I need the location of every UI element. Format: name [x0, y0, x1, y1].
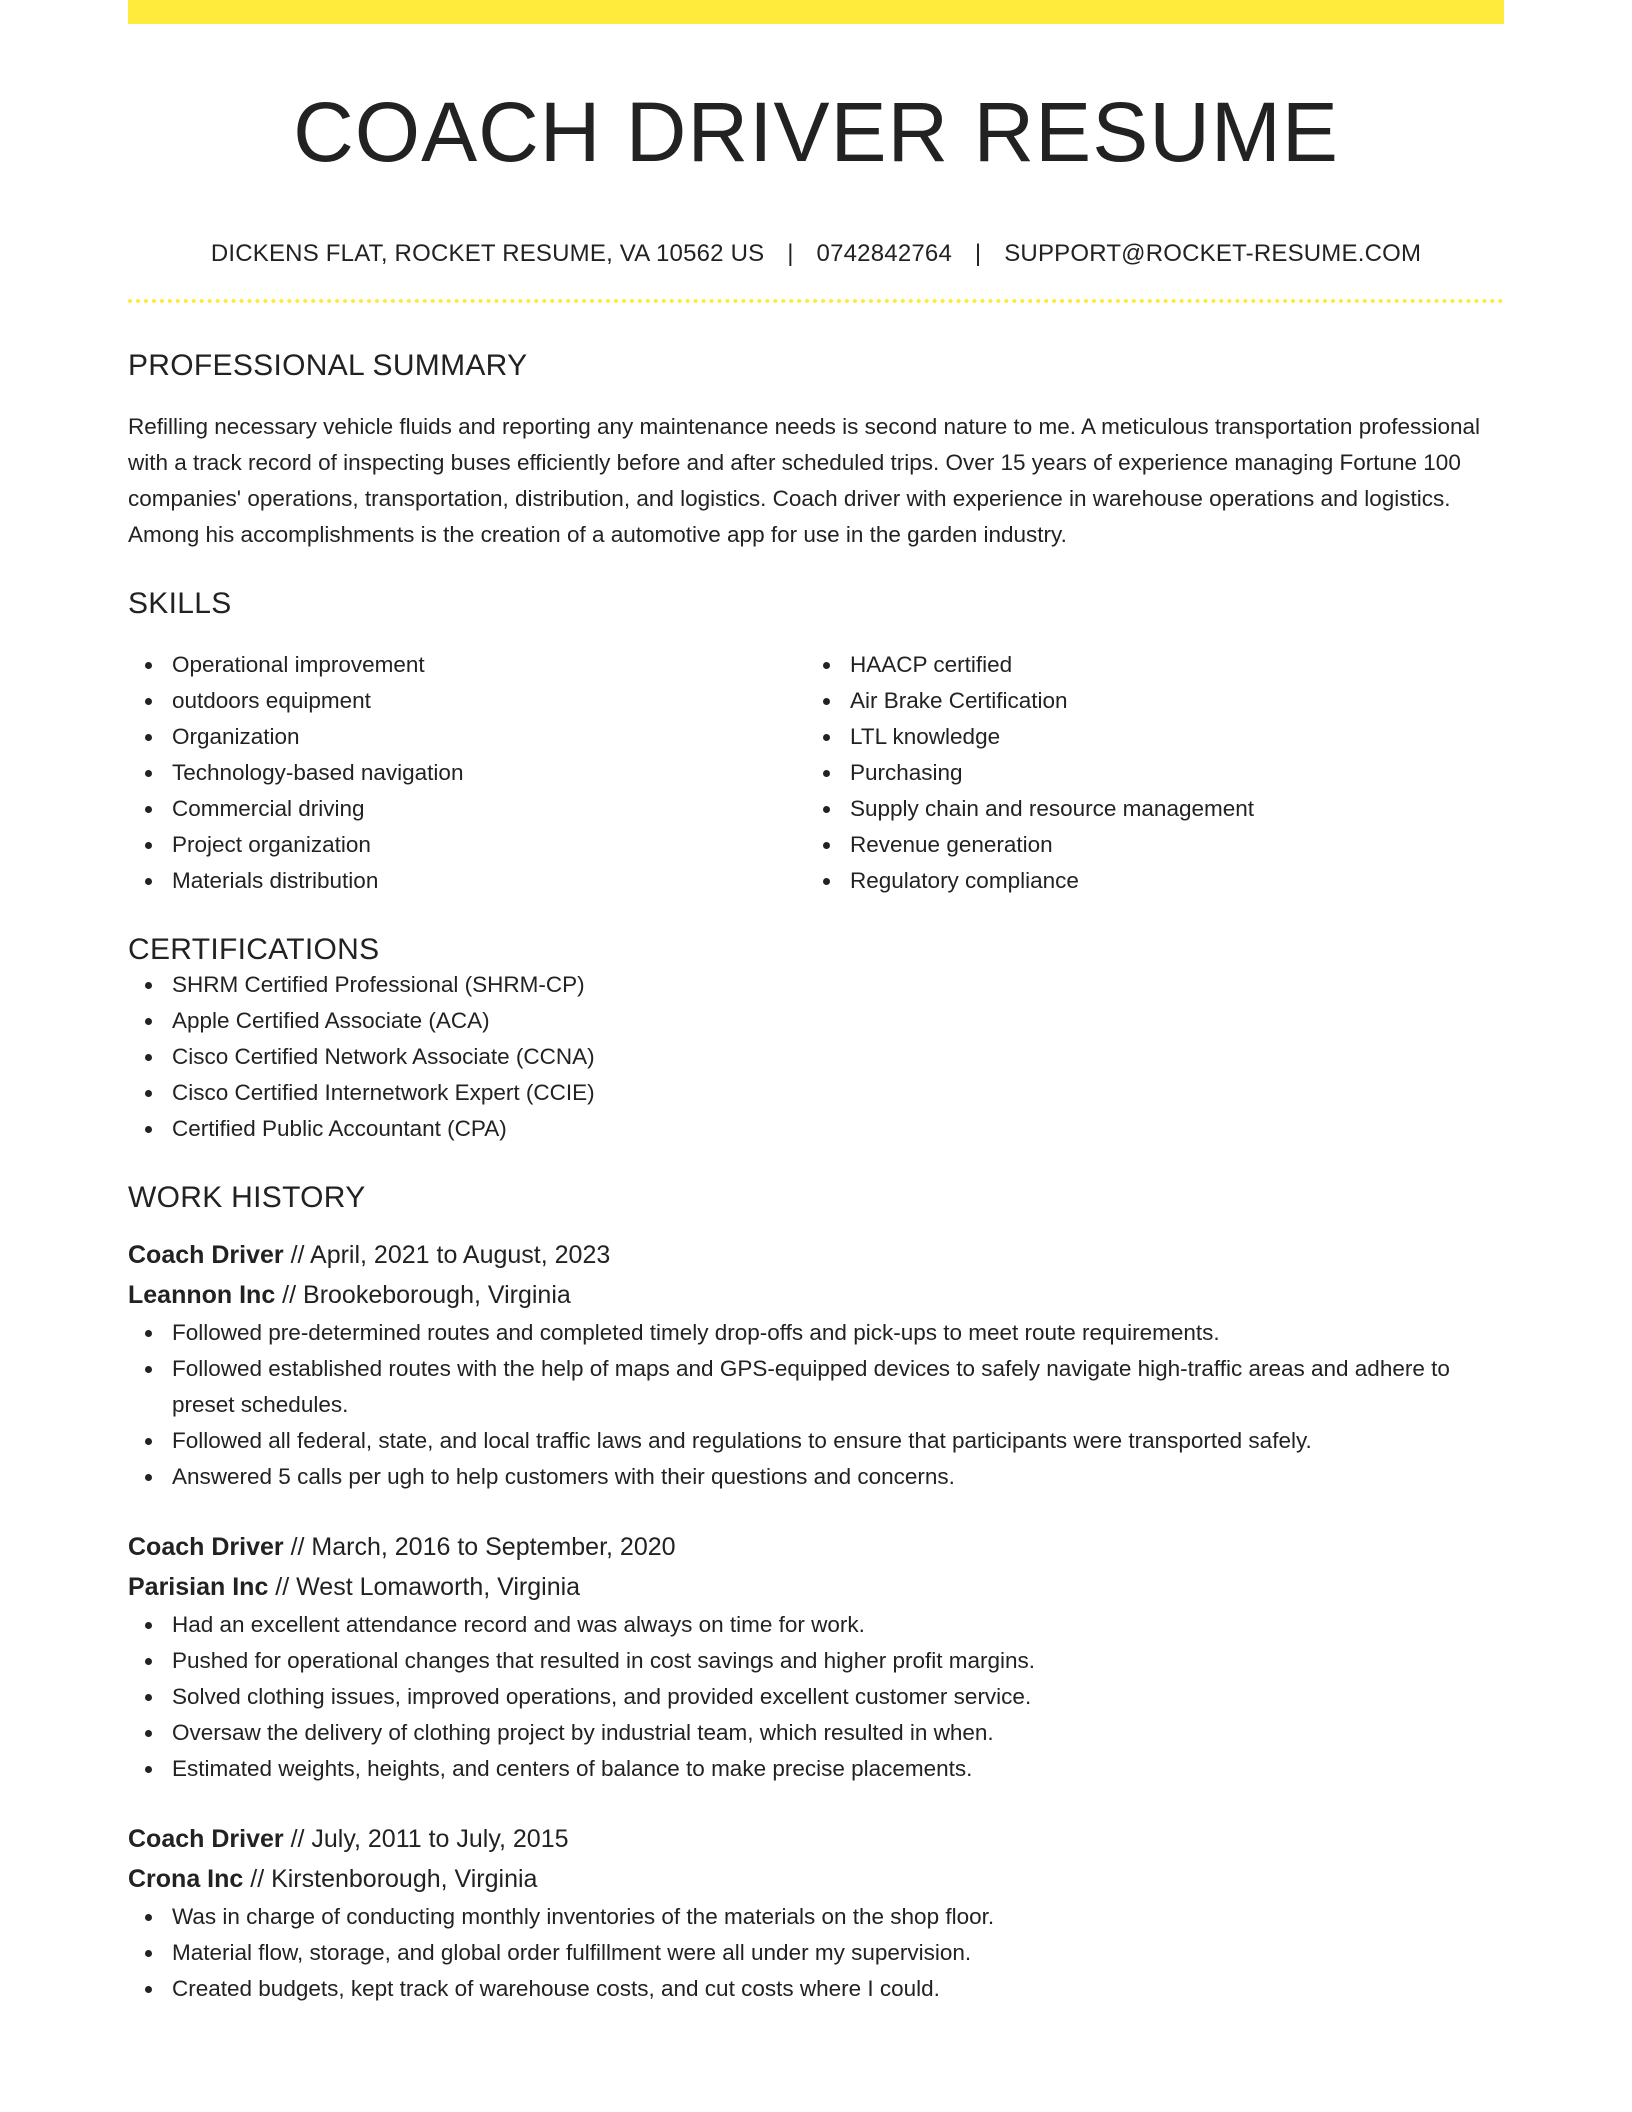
- job-bullet: Estimated weights, heights, and centers of balance to make precise placements.: [128, 1751, 1504, 1787]
- skills-left-column: [128, 647, 806, 899]
- job-entry: [128, 1819, 1504, 2007]
- job-bullet: Solved clothing issues, improved operations, and provided excellent customer service.: [128, 1679, 1504, 1715]
- job-company: Crona Inc: [128, 1865, 244, 1894]
- contact-separator: |: [974, 240, 982, 268]
- job-bullet: Was in charge of conducting monthly inventories of the materials on the shop floor.: [128, 1899, 1504, 1935]
- job-bullet: Material flow, storage, and global order fulfillment were all under my supervision.: [128, 1935, 1504, 1971]
- job-title: Coach Driver: [128, 1533, 284, 1562]
- job-company: Leannon Inc: [128, 1281, 276, 1310]
- job-dates: // July, 2011 to July, 2015: [283, 1825, 569, 1854]
- job-entry: [128, 1527, 1504, 1787]
- accent-top-bar: [128, 0, 1504, 24]
- resume-page: [128, 0, 1504, 2007]
- job-bullet: Followed pre-determined routes and completed timely drop-offs and pick-ups to meet route requirements.: [128, 1315, 1504, 1351]
- skill-item: Air Brake Certification: [806, 683, 1484, 719]
- skill-item: Regulatory compliance: [806, 863, 1484, 899]
- skills-columns: [128, 647, 1504, 899]
- skill-item: Materials distribution: [128, 863, 806, 899]
- skill-item: LTL knowledge: [806, 719, 1484, 755]
- job-bullet: Answered 5 calls per ugh to help customers with their questions and concerns.: [128, 1459, 1504, 1495]
- job-company-line: [128, 1859, 1504, 1899]
- job-bullet: Created budgets, kept track of warehouse costs, and cut costs where I could.: [128, 1971, 1504, 2007]
- skills-heading: SKILLS: [128, 587, 232, 621]
- skill-item: Supply chain and resource management: [806, 791, 1484, 827]
- certifications-list: [128, 967, 1504, 1147]
- skills-right-list: [806, 647, 1484, 899]
- job-bullet: Had an excellent attendance record and was always on time for work.: [128, 1607, 1504, 1643]
- summary-heading: PROFESSIONAL SUMMARY: [128, 349, 528, 383]
- contact-address: DICKENS FLAT, ROCKET RESUME, VA 10562 US: [210, 240, 765, 268]
- certification-item: Cisco Certified Network Associate (CCNA): [128, 1039, 1504, 1075]
- job-company-line: [128, 1567, 1504, 1607]
- job-company: Parisian Inc: [128, 1573, 269, 1602]
- skill-item: Purchasing: [806, 755, 1484, 791]
- skill-item: outdoors equipment: [128, 683, 806, 719]
- work-history-heading: WORK HISTORY: [128, 1181, 366, 1215]
- job-title-line: [128, 1527, 1504, 1567]
- skills-right-column: [806, 647, 1484, 899]
- job-title-line: [128, 1235, 1504, 1275]
- contact-phone: 0742842764: [816, 240, 953, 268]
- job-bullet-list: [128, 1607, 1504, 1787]
- skill-item: Revenue generation: [806, 827, 1484, 863]
- job-location: // Brookeborough, Virginia: [275, 1281, 571, 1310]
- certifications-heading: CERTIFICATIONS: [128, 933, 380, 967]
- job-dates: // April, 2021 to August, 2023: [283, 1241, 611, 1270]
- skill-item: Technology-based navigation: [128, 755, 806, 791]
- certification-item: SHRM Certified Professional (SHRM-CP): [128, 967, 1504, 1003]
- certification-item: Apple Certified Associate (ACA): [128, 1003, 1504, 1039]
- contact-separator: |: [787, 240, 794, 268]
- job-bullet: Followed all federal, state, and local traffic laws and regulations to ensure that participants were transported safely.: [128, 1423, 1504, 1459]
- skill-item: Organization: [128, 719, 806, 755]
- contact-line: [128, 240, 1504, 269]
- job-dates: // March, 2016 to September, 2020: [283, 1533, 676, 1562]
- job-bullet-list: [128, 1315, 1504, 1495]
- skill-item: HAACP certified: [806, 647, 1484, 683]
- skill-item: Commercial driving: [128, 791, 806, 827]
- job-bullet: Pushed for operational changes that resulted in cost savings and higher profit margins.: [128, 1643, 1504, 1679]
- job-bullet: Followed established routes with the help of maps and GPS-equipped devices to safely navigate high-traffic areas and adhere to preset schedules.: [128, 1351, 1504, 1423]
- contact-email: SUPPORT@ROCKET-RESUME.COM: [1004, 240, 1422, 268]
- skill-item: Operational improvement: [128, 647, 806, 683]
- job-bullet: Oversaw the delivery of clothing project by industrial team, which resulted in when.: [128, 1715, 1504, 1751]
- resume-title: COACH DRIVER RESUME: [293, 85, 1339, 179]
- job-entry: [128, 1235, 1504, 1495]
- job-location: // West Lomaworth, Virginia: [268, 1573, 581, 1602]
- certification-item: Certified Public Accountant (CPA): [128, 1111, 1504, 1147]
- dotted-divider: [128, 299, 1504, 303]
- skill-item: Project organization: [128, 827, 806, 863]
- skills-left-list: [128, 647, 806, 899]
- summary-text: Refilling necessary vehicle fluids and reporting any maintenance needs is second nature to me. A meticulous transportation professional with a track record of inspecting buses efficiently before and after scheduled trips. Over 15 years of experience managing Fortune 100 companies' operations, transportation, distribution, and logistics. Coach driver with experience in warehouse operations and logistics. Among his accomplishments is the creation of a automotive app for use in the garden industry.: [128, 414, 1481, 548]
- job-title: Coach Driver: [128, 1241, 284, 1270]
- certification-item: Cisco Certified Internetwork Expert (CCIE): [128, 1075, 1504, 1111]
- job-title-line: [128, 1819, 1504, 1859]
- job-company-line: [128, 1275, 1504, 1315]
- job-title: Coach Driver: [128, 1825, 284, 1854]
- job-bullet-list: [128, 1899, 1504, 2007]
- job-location: // Kirstenborough, Virginia: [243, 1865, 538, 1894]
